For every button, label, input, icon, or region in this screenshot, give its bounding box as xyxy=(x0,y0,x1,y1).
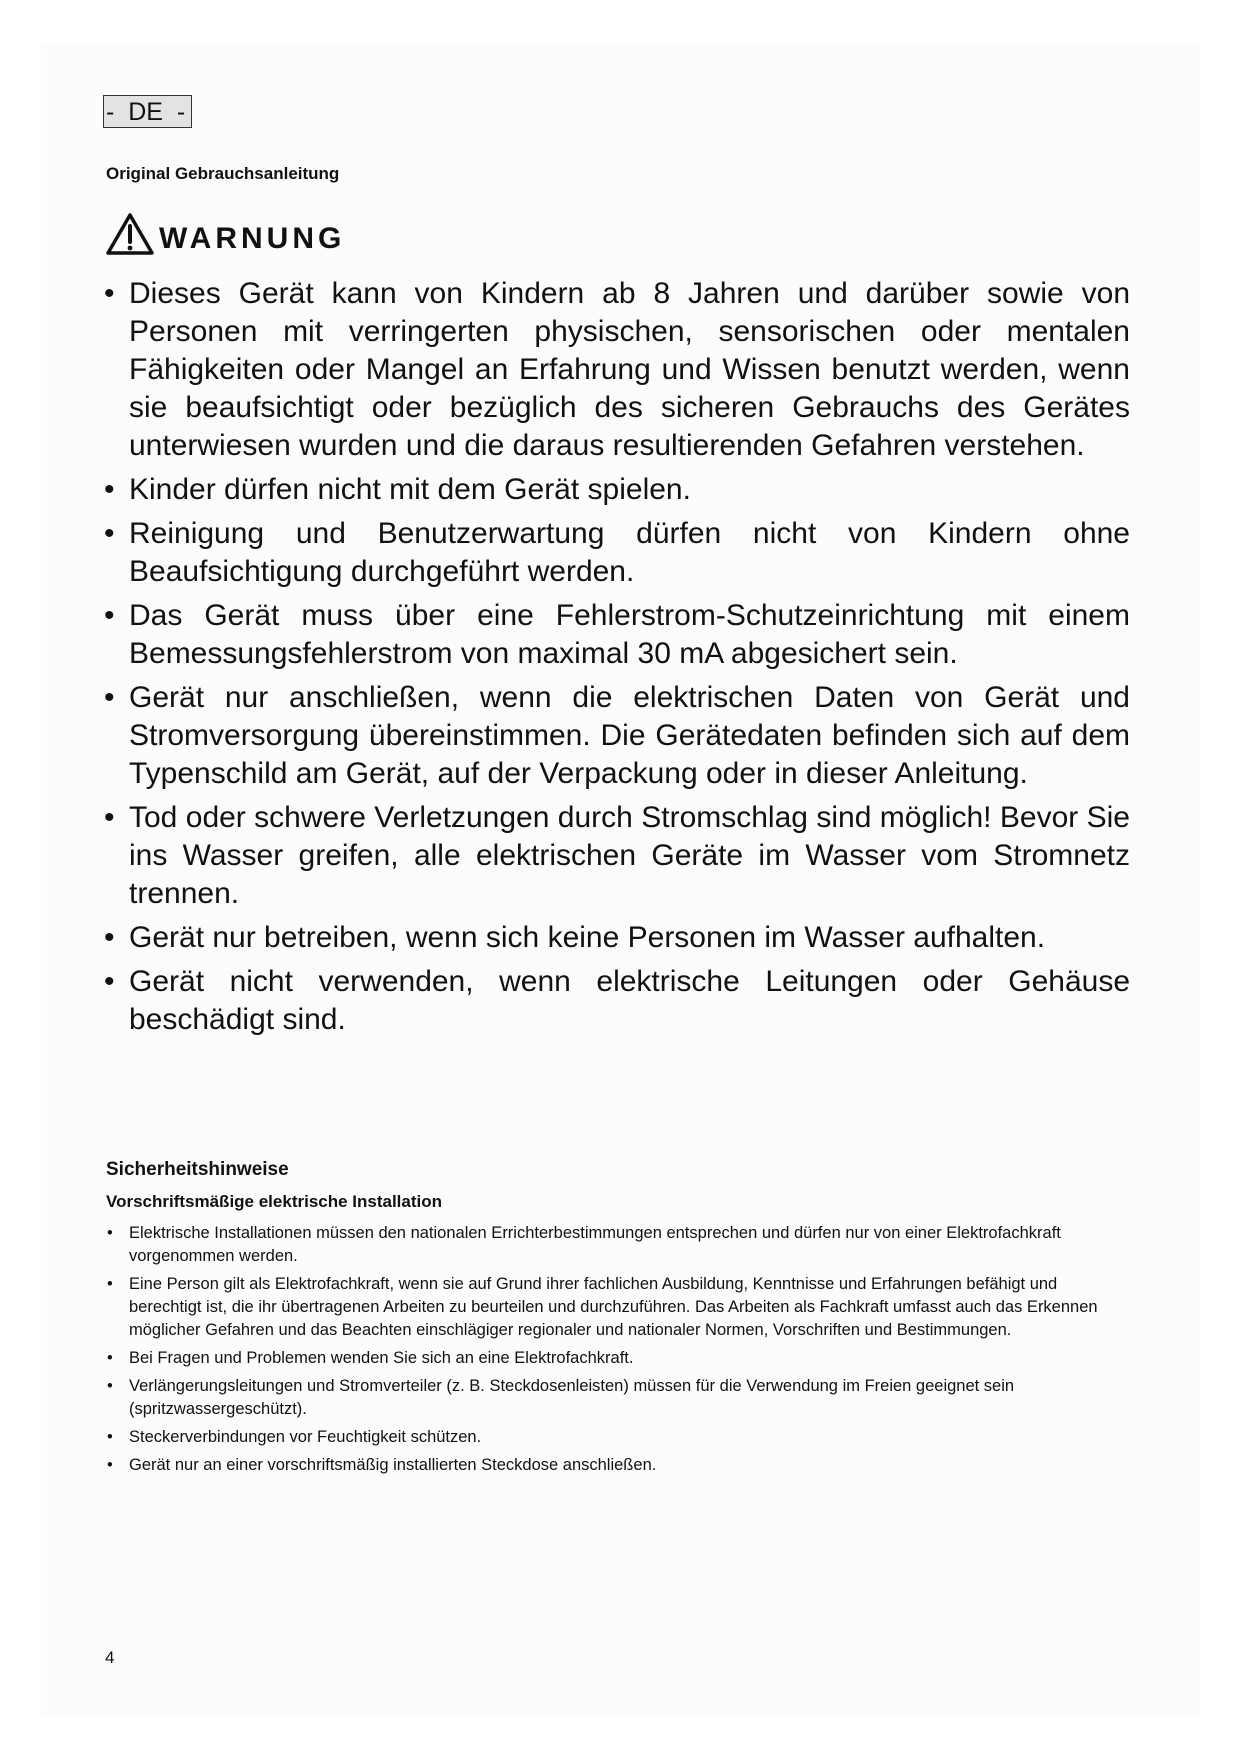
document-title: Original Gebrauchsanleitung xyxy=(106,164,340,183)
page-number: 4 xyxy=(105,1648,115,1667)
safety-item: • Eine Person gilt als Elektrofachkraft, wenn sie auf Grund ihrer fachlichen Ausbildung, Kenntnisse und Erfahrungen befähigt und berechtigt ist, die ihr übertragenen Arbeiten zu beurteilen und durchzuführen. Das Arbeiten als Fachkraft umfasst auch das Erkennen möglicher Gefahren und das Beachten einschlägiger regionaler und nationaler Normen, Vorschriften und Bestimmungen. xyxy=(104,1273,1127,1342)
safety-item: • Bei Fragen und Problemen wenden Sie sich an eine Elektrofachkraft. xyxy=(104,1347,1127,1370)
safety-item: • Verlängerungsleitungen und Stromverteiler (z. B. Steckdosenleisten) müssen für die Verwendung im Freien geeignet sein (spritzwassergeschützt). xyxy=(104,1375,1127,1421)
warning-item: • Reinigung und Benutzerwartung dürfen nicht von Kindern ohne Beaufsichtigung durchgeführt werden. xyxy=(104,515,1130,591)
warning-heading xyxy=(105,212,345,256)
warning-item: • Gerät nicht verwenden, wenn elektrische Leitungen oder Gehäuse beschädigt sind. xyxy=(104,963,1130,1039)
warning-item: • Gerät nur betreiben, wenn sich keine Personen im Wasser aufhalten. xyxy=(104,919,1130,957)
safety-subtitle: Vorschriftsmäßige elektrische Installation xyxy=(106,1192,443,1211)
warning-triangle-icon xyxy=(105,212,155,256)
warning-item: • Das Gerät muss über eine Fehlerstrom-Schutzeinrichtung mit einem Bemessungsfehlerstrom von maximal 30 mA abgesichert sein. xyxy=(104,597,1130,673)
warning-item: • Gerät nur anschließen, wenn die elektrischen Daten von Gerät und Stromversorgung übereinstimmen. Die Gerätedaten befinden sich auf dem Typenschild am Gerät, auf der Verpackung oder in dieser Anleitung. xyxy=(104,679,1130,793)
warning-item: • Tod oder schwere Verletzungen durch Stromschlag sind möglich! Bevor Sie ins Wasser greifen, alle elektrischen Geräte im Wasser vom Stromnetz trennen. xyxy=(104,799,1130,913)
warning-item: • Dieses Gerät kann von Kindern ab 8 Jahren und darüber sowie von Personen mit verringerten physischen, sensorischen oder mentalen Fähigkeiten oder Mangel an Erfahrung und Wissen benutzt werden, wenn sie beaufsichtigt oder bezüglich des sicheren Gebrauchs des Gerätes unterwiesen wurden und die daraus resultierenden Gefahren verstehen. xyxy=(104,275,1130,465)
safety-title: Sicherheitshinweise xyxy=(106,1159,289,1180)
safety-item: • Steckerverbindungen vor Feuchtigkeit schützen. xyxy=(104,1426,1127,1449)
safety-item: • Gerät nur an einer vorschriftsmäßig installierten Steckdose anschließen. xyxy=(104,1454,1127,1477)
warning-title: WARNUNG xyxy=(159,222,346,255)
warning-item: • Kinder dürfen nicht mit dem Gerät spielen. xyxy=(104,471,1130,509)
language-tag: - DE - xyxy=(103,95,192,128)
safety-list xyxy=(104,1222,1127,1482)
warning-list xyxy=(104,275,1130,1045)
safety-item: • Elektrische Installationen müssen den nationalen Errichterbestimmungen entsprechen und dürfen nur von einer Elektrofachkraft vorgenommen werden. xyxy=(104,1222,1127,1268)
